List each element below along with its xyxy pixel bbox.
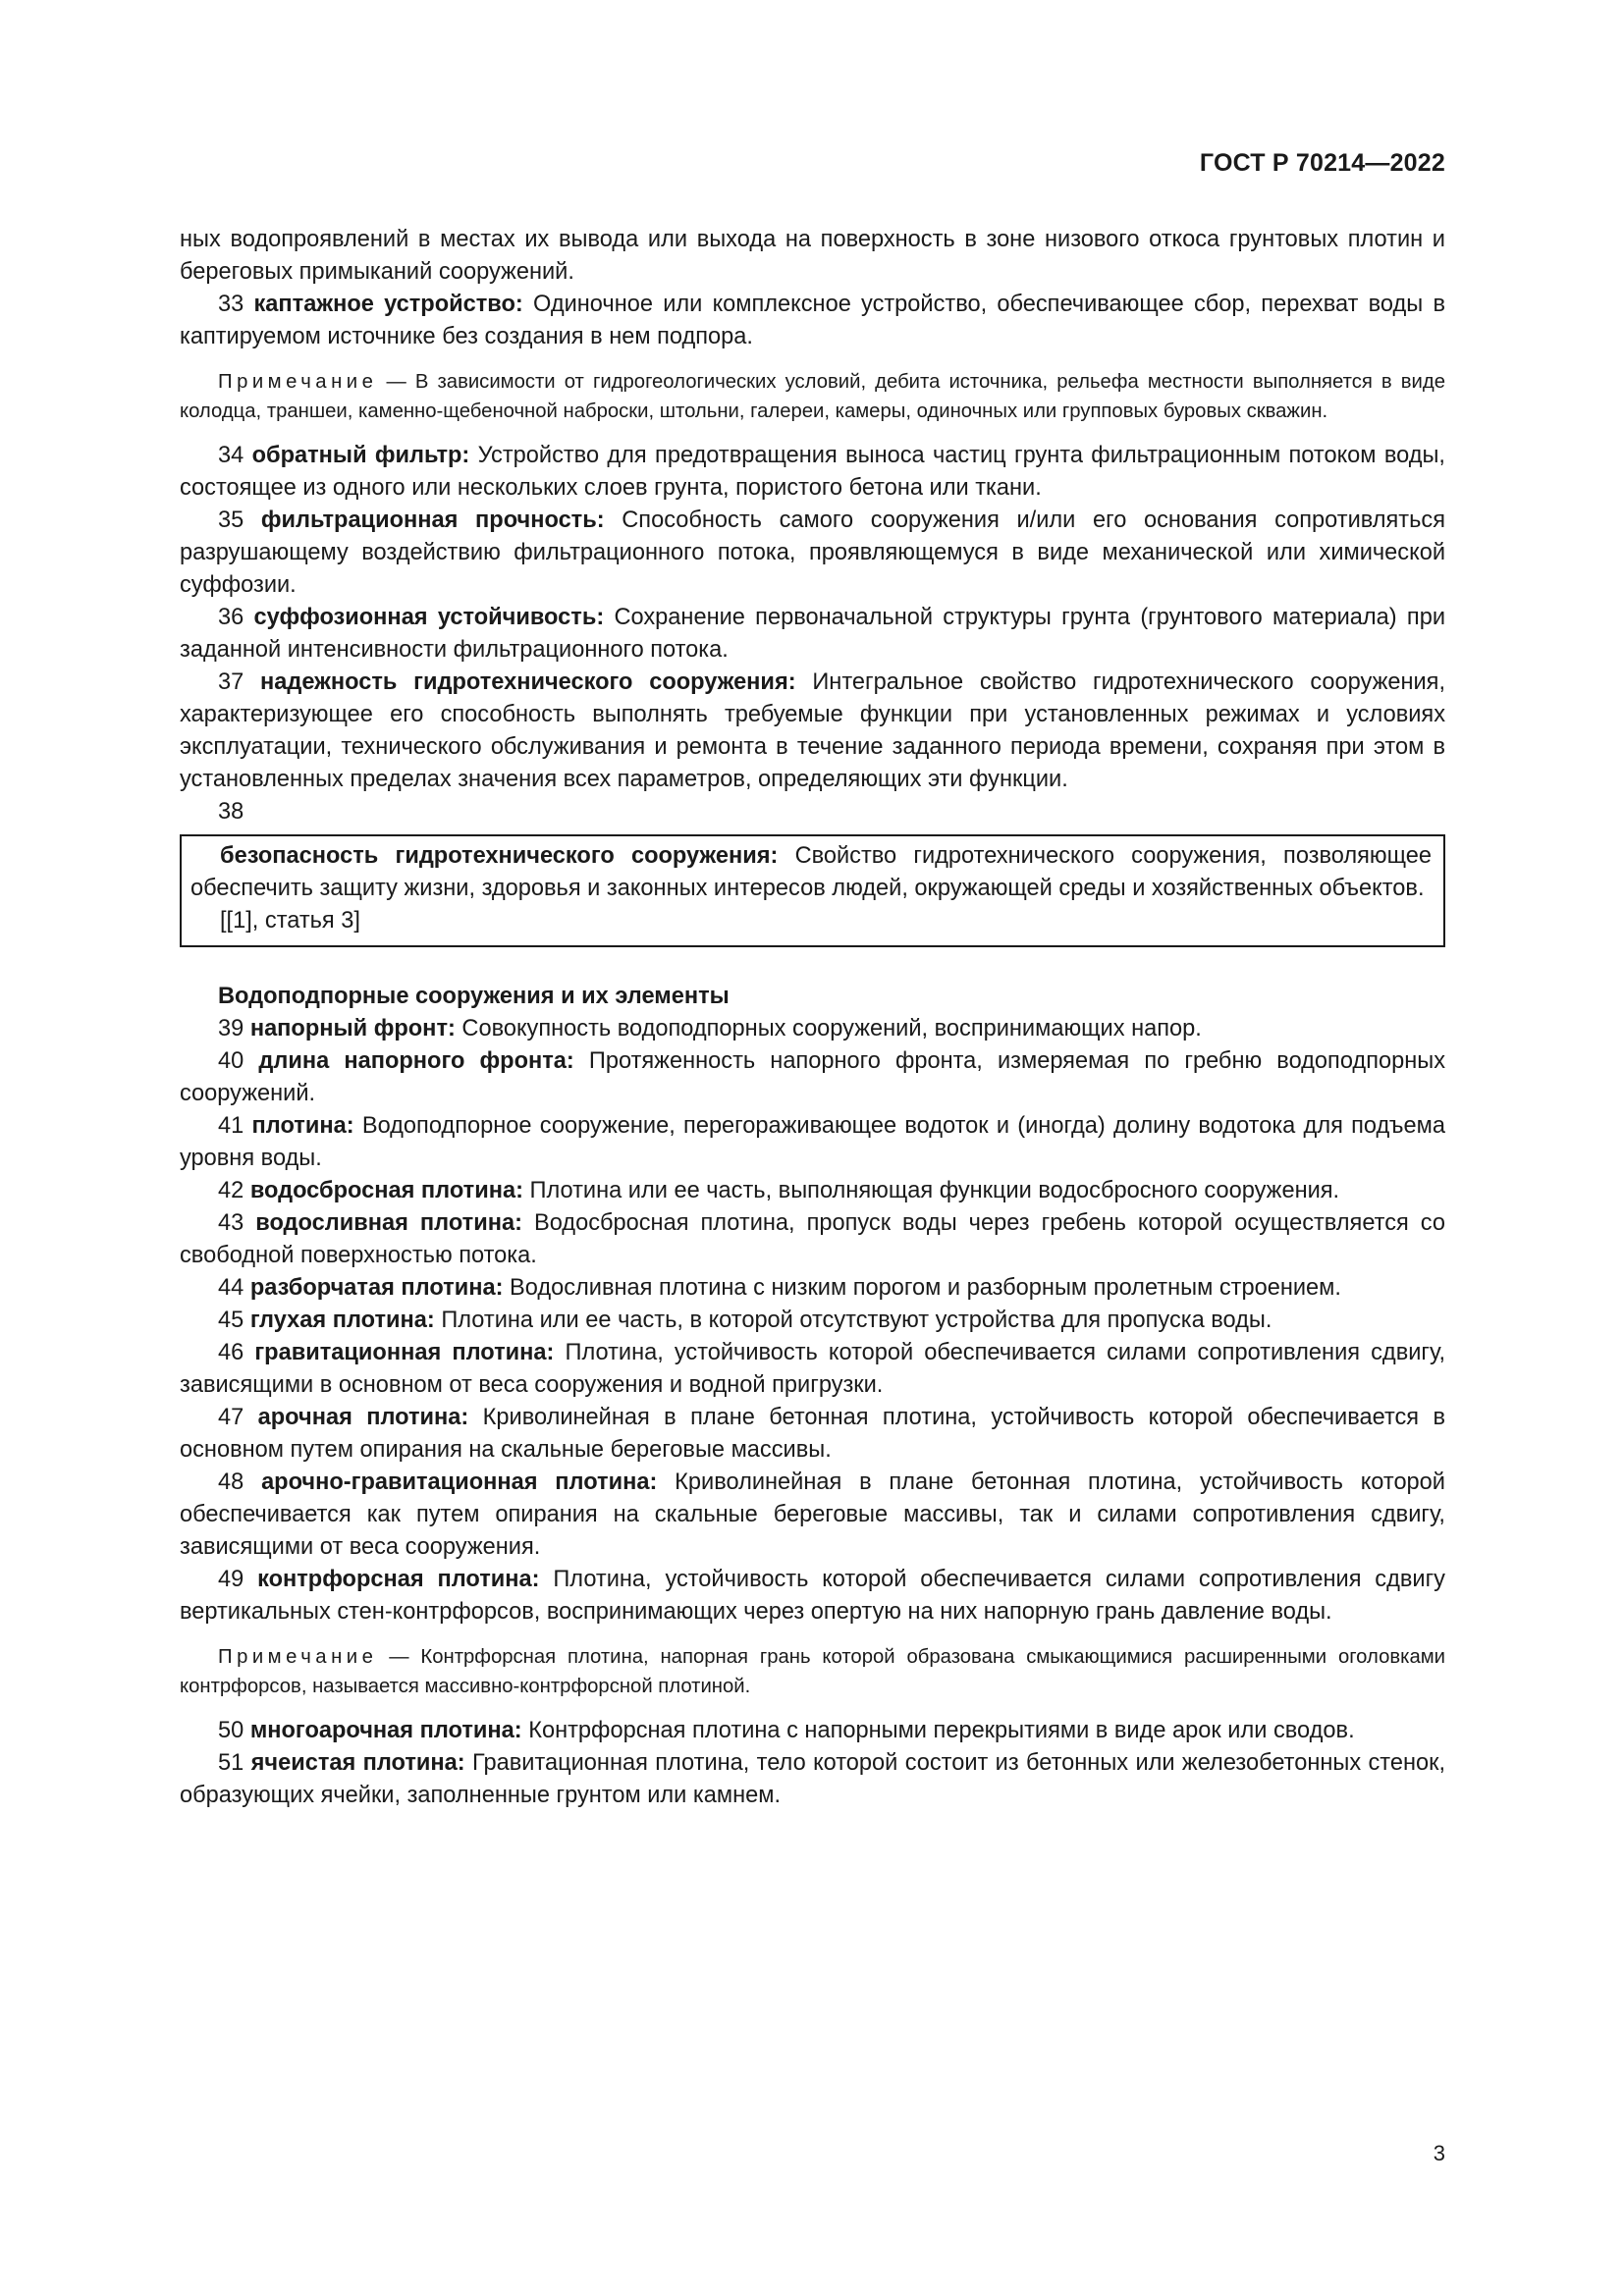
boxed-entry-number: 38 <box>218 799 244 825</box>
term-entry <box>180 1467 1445 1564</box>
entry-definition: Плотина или ее часть, в которой отсутствуют устройства для пропуска воды. <box>441 1308 1272 1333</box>
entry-number: 46 <box>218 1340 244 1365</box>
entry-term: надежность гидротехнического сооружения: <box>260 669 796 695</box>
entry-definition: Плотина или ее часть, выполняющая функции водосбросного сооружения. <box>529 1178 1340 1203</box>
entry-definition: Водосбросная плотина, пропуск воды через гребень которой осуществляется со свободной поверхностью потока. <box>180 1210 1445 1268</box>
entry-number: 43 <box>218 1210 244 1236</box>
boxed-term: безопасность гидротехнического сооружения: <box>220 843 779 869</box>
entry-definition: Протяженность напорного фронта, измеряемая по гребню водоподпорных сооружений. <box>180 1048 1446 1106</box>
entry-definition: Способность самого сооружения и/или его основания сопротивляться разрушающему воздействию фильтрационного потока, проявляющемуся в виде механической или химической суффозии. <box>180 507 1445 598</box>
note-paragraph <box>180 1642 1445 1701</box>
entry-term: арочная плотина: <box>257 1405 469 1430</box>
term-entry <box>180 1175 1445 1207</box>
term-entry <box>180 1747 1445 1812</box>
entry-number: 33 <box>218 292 244 317</box>
entry-term: суффозионная устойчивость: <box>253 605 605 630</box>
note-paragraph <box>180 367 1445 426</box>
term-entry <box>180 1013 1445 1045</box>
note-label: Примечание <box>218 371 378 393</box>
entry-definition: Криволинейная в плане бетонная плотина, устойчивость которой обеспечивается в основном путем опирания на скальные береговые массивы. <box>180 1405 1445 1463</box>
entry-definition: Плотина, устойчивость которой обеспечивается силами сопротивления сдвигу вертикальных стен-контрфорсов, воспринимающих через опертую на них напорную грань давление воды. <box>180 1567 1445 1625</box>
entry-number: 44 <box>218 1275 244 1301</box>
entry-term: плотина: <box>251 1113 354 1139</box>
standard-header: ГОСТ Р 70214—2022 <box>1199 149 1445 177</box>
entry-term: водосбросная плотина: <box>249 1178 523 1203</box>
term-entry <box>180 1110 1445 1175</box>
entries-group-a <box>180 289 1445 353</box>
term-entry <box>180 602 1445 667</box>
boxed-definition <box>180 834 1445 947</box>
entry-number: 41 <box>218 1113 244 1139</box>
note-text: — В зависимости от гидрогеологических условий, дебита источника, рельефа местности выполняется в виде колодца, траншеи, каменно-щебеночной наброски, штольни, галереи, камеры, одиночных или групповых буровых скважин. <box>180 371 1446 422</box>
term-entry <box>180 1045 1445 1110</box>
term-entry <box>180 1272 1445 1305</box>
entry-number: 37 <box>218 669 244 695</box>
note-block <box>180 367 1445 426</box>
term-entry <box>180 1715 1445 1747</box>
entry-term: ячеистая плотина: <box>250 1750 465 1776</box>
boxed-term-definition: Свойство гидротехнического сооружения, позволяющее обеспечить защиту жизни, здоровья и законных интересов людей, окружающей среды и хозяйственных объектов. <box>190 843 1432 901</box>
entry-definition: Совокупность водоподпорных сооружений, воспринимающих напор. <box>461 1016 1202 1041</box>
term-entry <box>180 1402 1445 1467</box>
term-entry <box>180 289 1445 353</box>
entry-term: водосливная плотина: <box>255 1210 522 1236</box>
note-text: — Контрфорсная плотина, напорная грань которой образована смыкающимися расширенными оголовками контрфорсов, называется массивно-контрфорсной плотиной. <box>180 1646 1445 1697</box>
entry-definition: Водосливная плотина с низким порогом и разборным пролетным строением. <box>510 1275 1341 1301</box>
entries-group-c <box>180 1013 1445 1629</box>
entry-term: гравитационная плотина: <box>254 1340 555 1365</box>
entry-number: 51 <box>218 1750 244 1776</box>
entry-term: многоарочная плотина: <box>249 1718 522 1743</box>
entry-term: арочно-гравитационная плотина: <box>261 1469 658 1495</box>
entries-group-b <box>180 440 1445 796</box>
entry-number: 42 <box>218 1178 244 1203</box>
entry-definition: Одиночное или комплексное устройство, обеспечивающее сбор, перехват воды в каптируемом источнике без создания в нем подпора. <box>180 292 1445 349</box>
entry-term: напорный фронт: <box>249 1016 456 1041</box>
entry-number: 35 <box>218 507 244 533</box>
entry-number: 39 <box>218 1016 244 1041</box>
entry-number: 45 <box>218 1308 244 1333</box>
entry-definition: Интегральное свойство гидротехнического сооружения, характеризующее его способность выполнять требуемые функции при установленных режимах и условиях эксплуатации, технического обслуживания и ремонта в течение заданного периода времени, сохраняя при этом в установленных пределах значения всех параметров, определяющих эти функции. <box>180 669 1446 792</box>
section-heading: Водоподпорные сооружения и их элементы <box>218 984 730 1009</box>
page-number: 3 <box>1433 2141 1445 2165</box>
term-entry <box>180 1564 1445 1629</box>
term-entry <box>180 1305 1445 1337</box>
entry-term: каптажное устройство: <box>253 292 523 317</box>
entry-term: контрфорсная плотина: <box>257 1567 540 1592</box>
boxed-reference: [[1], статья 3] <box>220 908 360 934</box>
entry-term: длина напорного фронта: <box>258 1048 574 1074</box>
entry-definition: Сохранение первоначальной структуры грунта (грунтового материала) при заданной интенсивности фильтрационного потока. <box>180 605 1445 663</box>
entry-term: глухая плотина: <box>249 1308 435 1333</box>
entry-definition: Плотина, устойчивость которой обеспечивается силами сопротивления сдвигу, зависящими в основном от веса сооружения и водной пригрузки. <box>180 1340 1445 1398</box>
entry-term: обратный фильтр: <box>251 443 470 468</box>
note-label: Примечание <box>218 1646 378 1668</box>
entry-number: 47 <box>218 1405 244 1430</box>
entry-number: 36 <box>218 605 244 630</box>
entry-number: 50 <box>218 1718 244 1743</box>
entry-definition: Водоподпорное сооружение, перегораживающее водоток и (иногда) долину водотока для подъема уровня воды. <box>180 1113 1445 1171</box>
entry-number: 40 <box>218 1048 244 1074</box>
entry-definition: Гравитационная плотина, тело которой состоит из бетонных или железобетонных стенок, образующих ячейки, заполненные грунтом или камнем. <box>180 1750 1445 1808</box>
term-entry <box>180 440 1445 505</box>
entry-number: 49 <box>218 1567 244 1592</box>
boxed-term-paragraph <box>190 840 1432 905</box>
entry-term: фильтрационная прочность: <box>260 507 605 533</box>
term-entry <box>180 505 1445 602</box>
entry-definition: Контрфорсная плотина с напорными перекрытиями в виде арок или сводов. <box>528 1718 1355 1743</box>
entry-definition: Криволинейная в плане бетонная плотина, устойчивость которой обеспечивается как путем опирания на скальные береговые массивы, так и силами сопротивления сдвигу, зависящими от веса сооружения. <box>180 1469 1445 1560</box>
entry-definition: Устройство для предотвращения выноса частиц грунта фильтрационным потоком воды, состоящее из одного или нескольких слоев грунта, пористого бетона или ткани. <box>180 443 1445 501</box>
term-entry <box>180 1207 1445 1272</box>
entry-number: 34 <box>218 443 244 468</box>
document-body <box>180 224 1445 1812</box>
entries-group-d <box>180 1715 1445 1812</box>
term-entry <box>180 667 1445 796</box>
continuation-paragraph: ных водопроявлений в местах их вывода или выхода на поверхность в зоне низового откоса грунтовых плотин и береговых примыканий сооружений. <box>180 227 1445 285</box>
entry-number: 48 <box>218 1469 244 1495</box>
term-entry <box>180 1337 1445 1402</box>
entry-term: разборчатая плотина: <box>249 1275 504 1301</box>
note-block <box>180 1642 1445 1701</box>
